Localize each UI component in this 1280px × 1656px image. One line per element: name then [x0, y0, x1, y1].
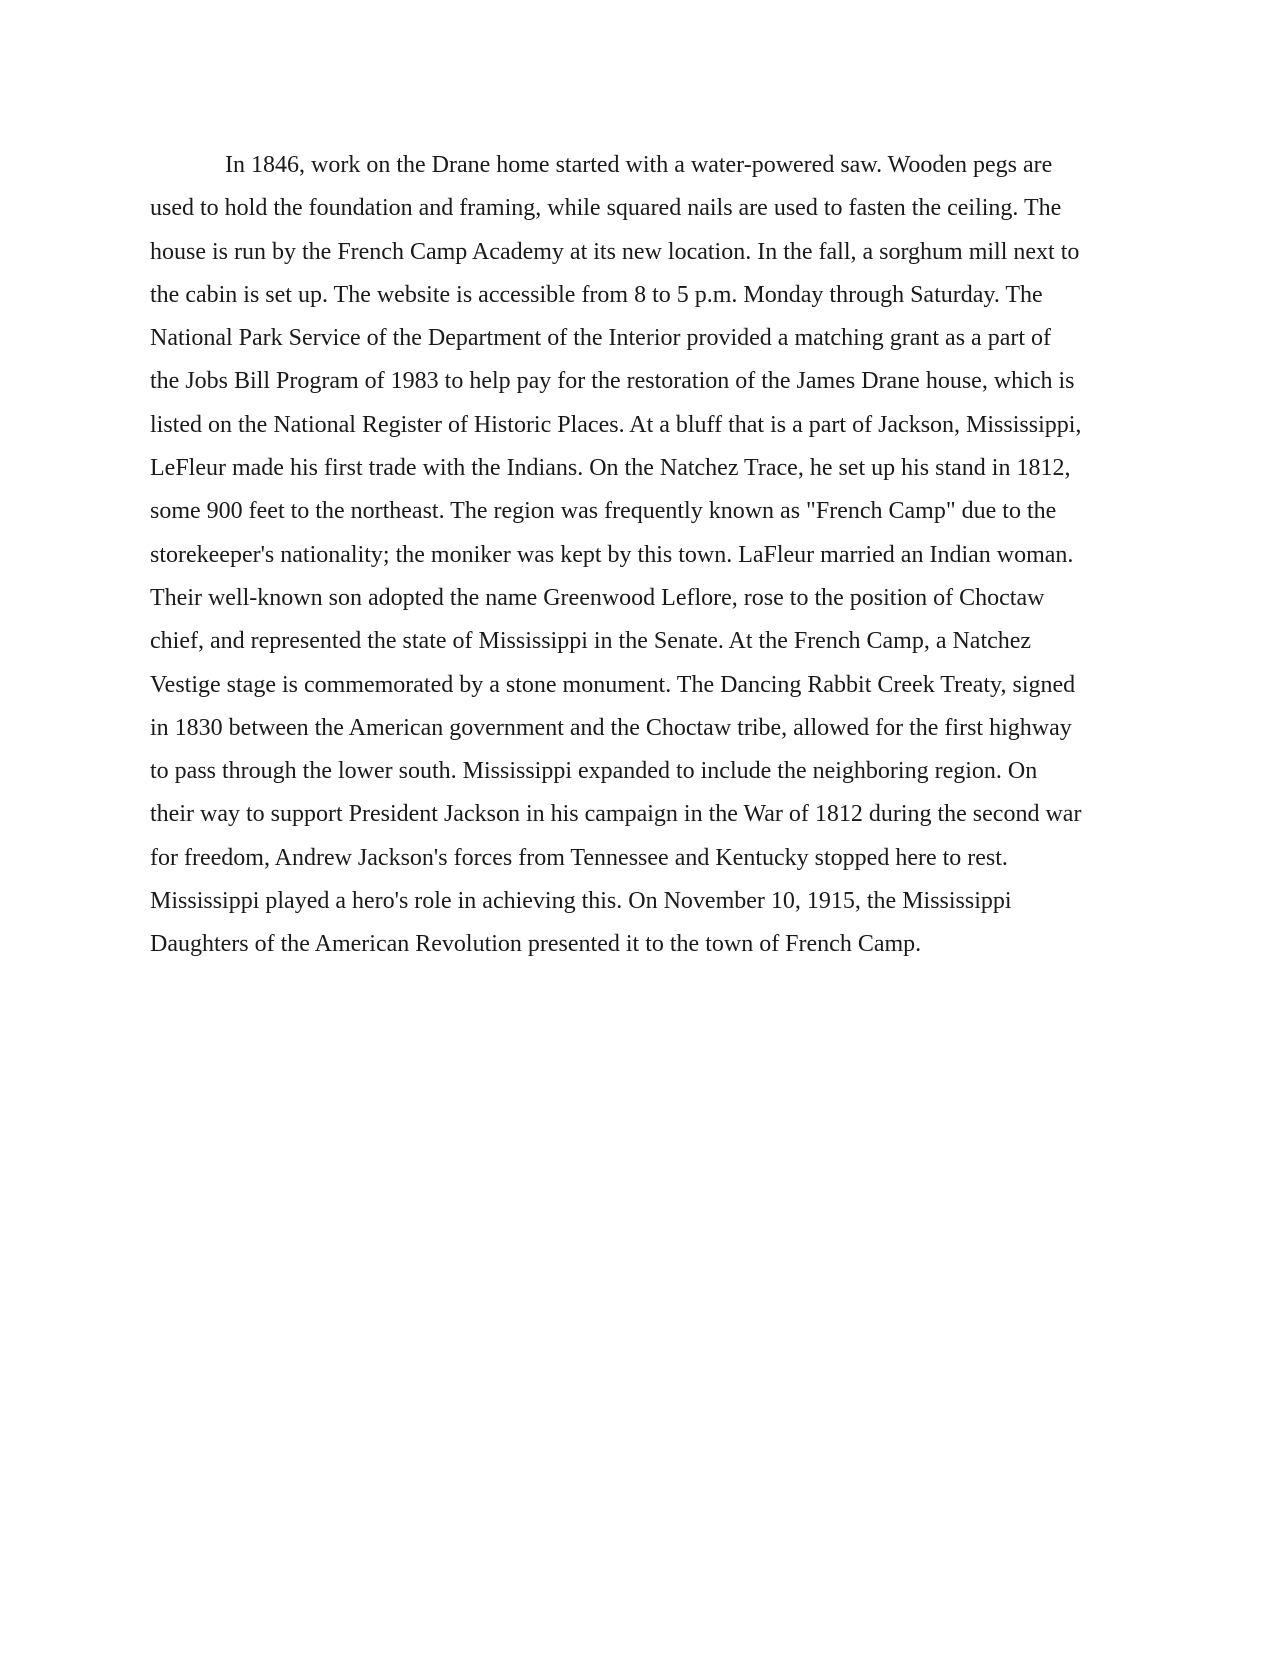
paragraph-line: some 900 feet to the northeast. The region was frequently known as "French Camp" due to the — [150, 498, 1057, 525]
paragraph-line: storekeeper's nationality; the moniker was kept by this town. LaFleur married an Indian woman. — [150, 541, 1074, 568]
paragraph-line: Vestige stage is commemorated by a stone monument. The Dancing Rabbit Creek Treaty, signed — [150, 671, 1076, 698]
paragraph-line: in 1830 between the American government and the Choctaw tribe, allowed for the first highway — [150, 714, 1072, 741]
paragraph-line: listed on the National Register of Historic Places. At a bluff that is a part of Jackson, Mississippi, — [150, 411, 1082, 438]
paragraph-line: for freedom, Andrew Jackson's forces from Tennessee and Kentucky stopped here to rest. — [150, 844, 1008, 871]
paragraph-line: to pass through the lower south. Mississippi expanded to include the neighboring region. On — [150, 758, 1038, 785]
paragraph-line: Mississippi played a hero's role in achieving this. On November 10, 1915, the Mississippi — [150, 888, 1012, 915]
paragraph-line: chief, and represented the state of Mississippi in the Senate. At the French Camp, a Natchez — [150, 628, 1032, 655]
paragraph-line: house is run by the French Camp Academy at its new location. In the fall, a sorghum mill next to — [150, 238, 1080, 265]
paragraph-line: the cabin is set up. The website is accessible from 8 to 5 p.m. Monday through Saturday. The — [150, 281, 1043, 308]
paragraph-line: used to hold the foundation and framing, while squared nails are used to fasten the ceiling. The — [150, 195, 1062, 222]
paragraph-line: the Jobs Bill Program of 1983 to help pay for the restoration of the James Drane house, which is — [150, 368, 1075, 395]
paragraph-line: their way to support President Jackson in his campaign in the War of 1812 during the second war — [150, 801, 1082, 828]
paragraph-line: In 1846, work on the Drane home started with a water-powered saw. Wooden pegs are — [225, 152, 1053, 178]
paragraph-line: National Park Service of the Department of the Interior provided a matching grant as a part of — [150, 325, 1052, 352]
paragraph-line: Daughters of the American Revolution presented it to the town of French Camp. — [150, 931, 922, 958]
paragraph-line: LeFleur made his first trade with the Indians. On the Natchez Trace, he set up his stand in 1812, — [150, 455, 1071, 482]
paragraph-line: Their well-known son adopted the name Greenwood Leflore, rose to the position of Choctaw — [150, 584, 1045, 611]
body-paragraph — [150, 144, 1130, 967]
